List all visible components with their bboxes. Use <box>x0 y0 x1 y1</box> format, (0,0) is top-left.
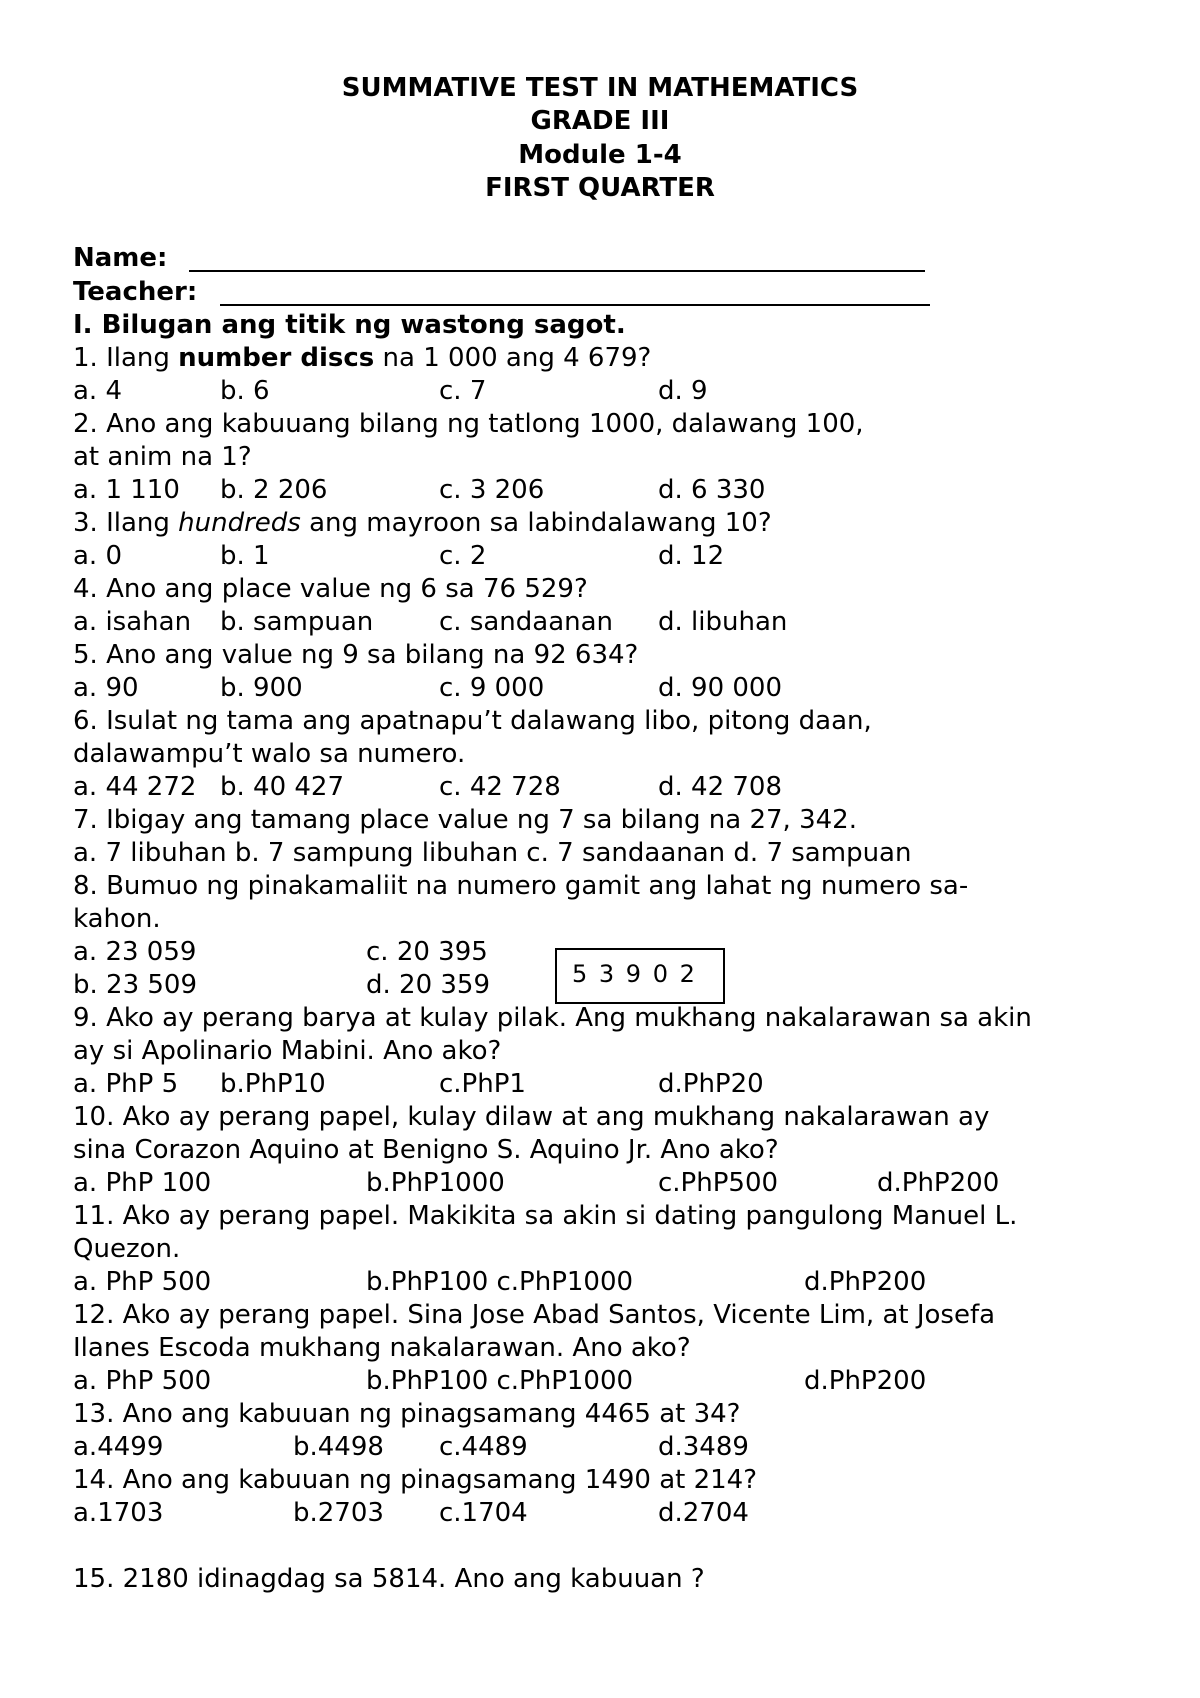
q12-option-d[interactable]: d.PhP200 <box>804 1366 927 1396</box>
q6-option-b[interactable]: b. 40 427 <box>220 772 345 802</box>
q11-option-bc[interactable]: b.PhP100 c.PhP1000 <box>366 1267 634 1297</box>
q14-option-b[interactable]: b.2703 <box>293 1498 384 1528</box>
module-heading: Module 1-4 <box>518 140 682 170</box>
q3-option-d[interactable]: d. 12 <box>658 541 725 571</box>
question-9: 9. Ako ay perang barya at kulay pilak. Ang mukhang nakalarawan sa akin <box>73 1003 1032 1033</box>
q13-option-d[interactable]: d.3489 <box>658 1432 749 1462</box>
q5-option-c[interactable]: c. 9 000 <box>439 673 545 703</box>
question-6: 6. Isulat ng tama ang apatnapu’t dalawang libo, pitong daan, <box>73 706 872 736</box>
q3-option-c[interactable]: c. 2 <box>439 541 487 571</box>
q8-option-d[interactable]: d. 20 359 <box>366 970 491 1000</box>
q8-option-c[interactable]: c. 20 395 <box>366 937 488 967</box>
teacher-label: Teacher: <box>73 277 198 307</box>
question-8: 8. Bumuo ng pinakamaliit na numero gamit ang lahat ng numero sa- <box>73 871 969 901</box>
q6-option-d[interactable]: d. 42 708 <box>658 772 783 802</box>
q11-option-d[interactable]: d.PhP200 <box>804 1267 927 1297</box>
q11-option-a[interactable]: a. PhP 500 <box>73 1267 212 1297</box>
q8-option-a[interactable]: a. 23 059 <box>73 937 197 967</box>
q9-option-a[interactable]: a. PhP 5 <box>73 1069 179 1099</box>
q4-option-a[interactable]: a. isahan <box>73 607 192 637</box>
q4-option-d[interactable]: d. libuhan <box>658 607 788 637</box>
name-label: Name: <box>73 243 168 273</box>
q12-option-a[interactable]: a. PhP 500 <box>73 1366 212 1396</box>
q14-option-c[interactable]: c.1704 <box>439 1498 528 1528</box>
question-12-cont: Ilanes Escoda mukhang nakalarawan. Ano ako? <box>73 1333 691 1363</box>
q2-option-d[interactable]: d. 6 330 <box>658 475 766 505</box>
q10-option-d[interactable]: d.PhP200 <box>877 1168 1000 1198</box>
q13-option-a[interactable]: a.4499 <box>73 1432 164 1462</box>
question-5: 5. Ano ang value ng 9 sa bilang na 92 634? <box>73 640 639 670</box>
q9-option-d[interactable]: d.PhP20 <box>658 1069 764 1099</box>
q7-options[interactable]: a. 7 libuhan b. 7 sampung libuhan c. 7 sandaanan d. 7 sampuan <box>73 838 912 868</box>
question-6-cont: dalawampu’t walo sa numero. <box>73 739 466 769</box>
question-13: 13. Ano ang kabuuan ng pinagsamang 4465 at 34? <box>73 1399 741 1429</box>
q2-option-b[interactable]: b. 2 206 <box>220 475 328 505</box>
q4-option-c[interactable]: c. sandaanan <box>439 607 614 637</box>
q6-option-c[interactable]: c. 42 728 <box>439 772 561 802</box>
q14-option-d[interactable]: d.2704 <box>658 1498 749 1528</box>
question-11-cont: Quezon. <box>73 1234 181 1264</box>
digit-box-numbers: 5 3 9 0 2 <box>572 960 697 988</box>
q10-option-b[interactable]: b.PhP1000 <box>366 1168 505 1198</box>
name-blank[interactable] <box>189 270 925 272</box>
grade-heading: GRADE III <box>530 106 670 136</box>
question-8-cont: kahon. <box>73 904 161 934</box>
question-4: 4. Ano ang place value ng 6 sa 76 529? <box>73 574 588 604</box>
question-2: 2. Ano ang kabuuang bilang ng tatlong 1000, dalawang 100, <box>73 409 864 439</box>
question-9-cont: ay si Apolinario Mabini. Ano ako? <box>73 1036 502 1066</box>
teacher-blank[interactable] <box>220 304 930 306</box>
instruction: I. Bilugan ang titik ng wastong sagot. <box>73 310 626 340</box>
q2-option-a[interactable]: a. 1 110 <box>73 475 180 505</box>
q8-option-b[interactable]: b. 23 509 <box>73 970 198 1000</box>
question-12: 12. Ako ay perang papel. Sina Jose Abad Santos, Vicente Lim, at Josefa <box>73 1300 996 1330</box>
q13-option-b[interactable]: b.4498 <box>293 1432 384 1462</box>
q9-option-b[interactable]: b.PhP10 <box>220 1069 326 1099</box>
q5-option-b[interactable]: b. 900 <box>220 673 303 703</box>
q14-option-a[interactable]: a.1703 <box>73 1498 164 1528</box>
q6-option-a[interactable]: a. 44 272 <box>73 772 197 802</box>
question-7: 7. Ibigay ang tamang place value ng 7 sa bilang na 27, 342. <box>73 805 857 835</box>
q9-option-c[interactable]: c.PhP1 <box>439 1069 526 1099</box>
q3-option-b[interactable]: b. 1 <box>220 541 270 571</box>
q2-option-c[interactable]: c. 3 206 <box>439 475 545 505</box>
question-11: 11. Ako ay perang papel. Makikita sa akin si dating pangulong Manuel L. <box>73 1201 1018 1231</box>
question-14: 14. Ano ang kabuuan ng pinagsamang 1490 at 214? <box>73 1465 758 1495</box>
q1-option-a[interactable]: a. 4 <box>73 376 123 406</box>
q1-option-b[interactable]: b. 6 <box>220 376 270 406</box>
q10-option-c[interactable]: c.PhP500 <box>658 1168 779 1198</box>
question-1: 1. Ilang number discs na 1 000 ang 4 679? <box>73 343 652 373</box>
q1-option-c[interactable]: c. 7 <box>439 376 487 406</box>
q12-option-bc[interactable]: b.PhP100 c.PhP1000 <box>366 1366 634 1396</box>
quarter-heading: FIRST QUARTER <box>485 173 715 203</box>
q10-option-a[interactable]: a. PhP 100 <box>73 1168 212 1198</box>
question-10-cont: sina Corazon Aquino at Benigno S. Aquino Jr. Ano ako? <box>73 1135 779 1165</box>
question-2-cont: at anim na 1? <box>73 442 252 472</box>
question-3: 3. Ilang hundreds ang mayroon sa labindalawang 10? <box>73 508 772 538</box>
q3-option-a[interactable]: a. 0 <box>73 541 123 571</box>
q4-option-b[interactable]: b. sampuan <box>220 607 374 637</box>
question-15: 15. 2180 idinagdag sa 5814. Ano ang kabuuan ? <box>73 1564 705 1594</box>
q5-option-d[interactable]: d. 90 000 <box>658 673 783 703</box>
digit-box <box>555 948 725 1004</box>
q1-option-d[interactable]: d. 9 <box>658 376 708 406</box>
q5-option-a[interactable]: a. 90 <box>73 673 139 703</box>
question-10: 10. Ako ay perang papel, kulay dilaw at ang mukhang nakalarawan ay <box>73 1102 990 1132</box>
q13-option-c[interactable]: c.4489 <box>439 1432 528 1462</box>
test-title: SUMMATIVE TEST IN MATHEMATICS <box>341 73 859 103</box>
